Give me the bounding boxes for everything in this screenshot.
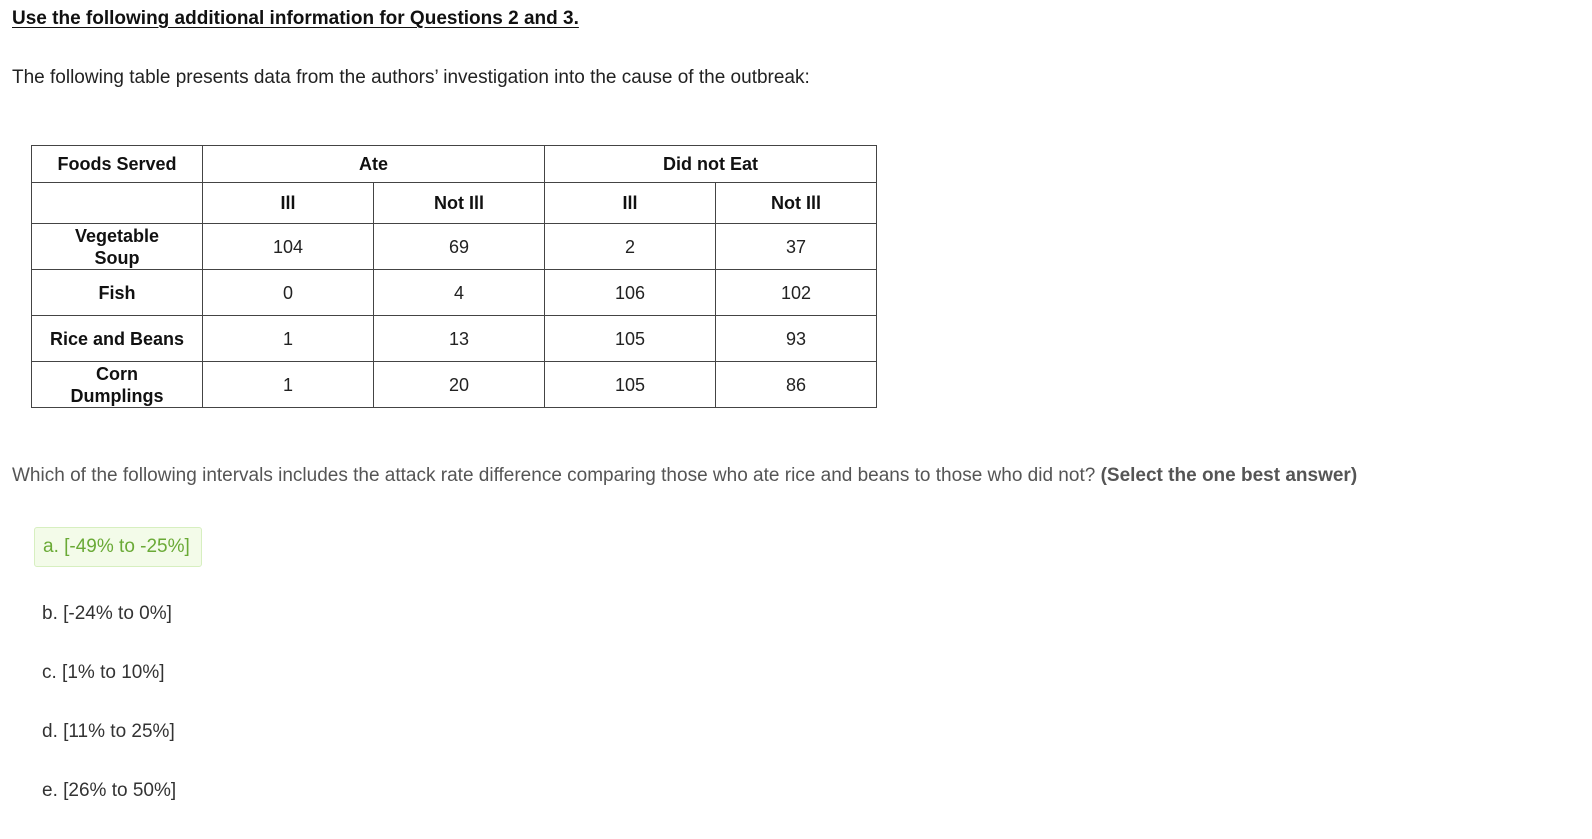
dne-not-ill-cell: 93	[716, 316, 877, 362]
subheader-blank	[32, 183, 203, 224]
ate-ill-cell: 104	[203, 224, 374, 270]
question-body: Which of the following intervals includes the attack rate difference comparing those who ate rice and beans to those who did not?	[12, 465, 1096, 486]
dne-ill-cell: 105	[545, 316, 716, 362]
dne-ill-cell: 105	[545, 362, 716, 408]
ate-not-ill-cell: 13	[374, 316, 545, 362]
food-name: Vegetable Soup	[32, 224, 203, 270]
dne-ill-cell: 2	[545, 224, 716, 270]
header-ate: Ate	[203, 146, 545, 183]
intro-text: The following table presents data from the authors’ investigation into the cause of the outbreak:	[12, 67, 810, 88]
answer-option-d[interactable]: d. [11% to 25%]	[42, 721, 175, 742]
subheader-ate-not-ill: Not Ill	[374, 183, 545, 224]
table-row	[32, 224, 877, 270]
answer-option-c[interactable]: c. [1% to 10%]	[42, 662, 165, 683]
ate-ill-cell: 0	[203, 270, 374, 316]
dne-not-ill-cell: 37	[716, 224, 877, 270]
answer-option-e[interactable]: e. [26% to 50%]	[42, 780, 177, 801]
outbreak-data-table	[31, 145, 877, 408]
ate-ill-cell: 1	[203, 362, 374, 408]
table-row	[32, 270, 877, 316]
subheader-ate-ill: Ill	[203, 183, 374, 224]
table-row	[32, 362, 877, 408]
question-instruction: (Select the one best answer)	[1100, 465, 1358, 486]
answer-option-b[interactable]: b. [-24% to 0%]	[42, 603, 172, 624]
dne-not-ill-cell: 86	[716, 362, 877, 408]
ate-ill-cell: 1	[203, 316, 374, 362]
subheader-dne-not-ill: Not Ill	[716, 183, 877, 224]
food-name: Fish	[32, 270, 203, 316]
question-text	[12, 465, 1357, 487]
table-header-row	[32, 146, 877, 183]
table-row	[32, 316, 877, 362]
ate-not-ill-cell: 20	[374, 362, 545, 408]
ate-not-ill-cell: 69	[374, 224, 545, 270]
food-name: Rice and Beans	[32, 316, 203, 362]
section-heading: Use the following additional information for Questions 2 and 3.	[12, 8, 579, 29]
answer-option-a[interactable]: a. [-49% to -25%]	[34, 527, 202, 567]
header-foods-served: Foods Served	[32, 146, 203, 183]
subheader-dne-ill: Ill	[545, 183, 716, 224]
table-subheader-row	[32, 183, 877, 224]
ate-not-ill-cell: 4	[374, 270, 545, 316]
header-did-not-eat: Did not Eat	[545, 146, 877, 183]
dne-not-ill-cell: 102	[716, 270, 877, 316]
food-name: Corn Dumplings	[32, 362, 203, 408]
dne-ill-cell: 106	[545, 270, 716, 316]
